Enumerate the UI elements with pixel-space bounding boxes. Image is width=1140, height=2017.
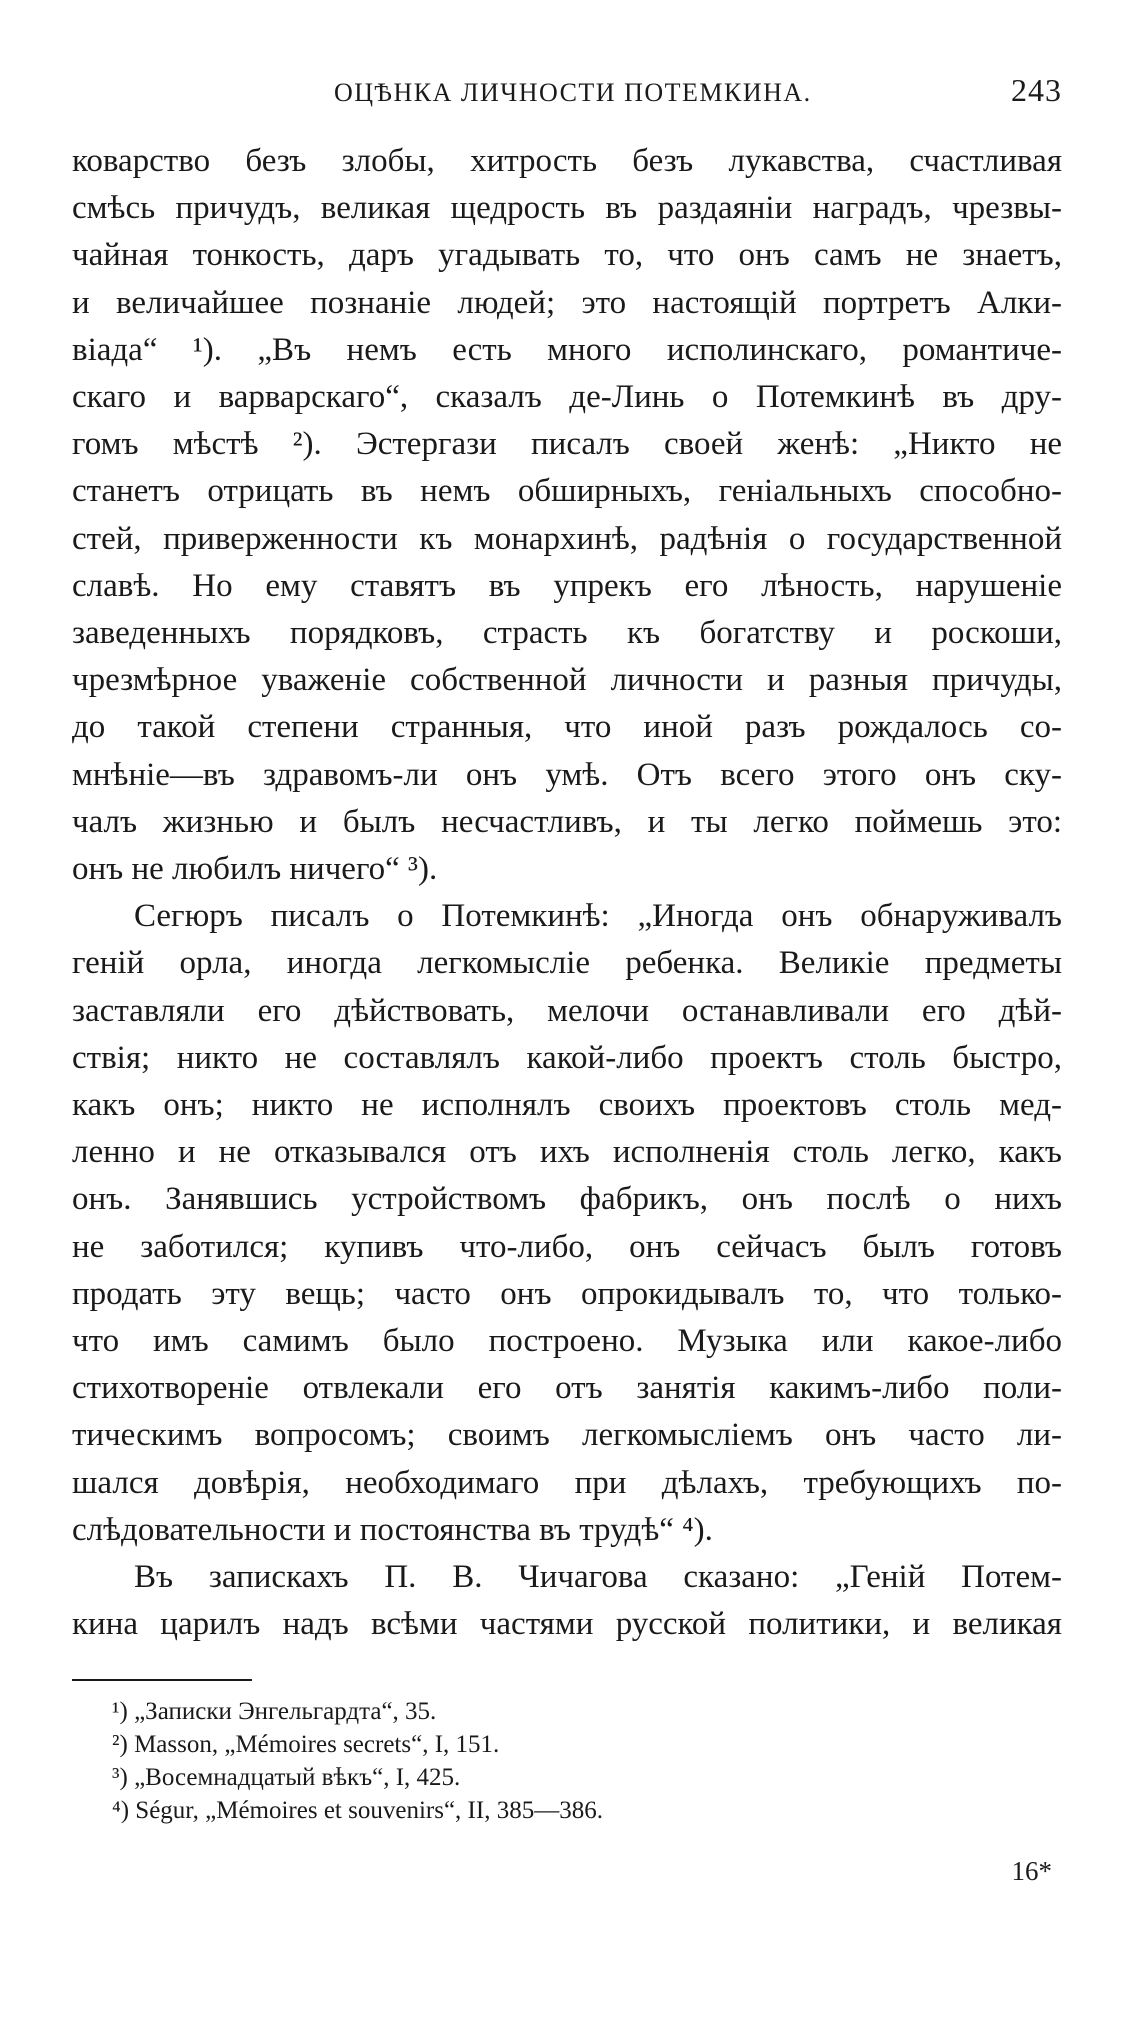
text-line: не заботился; купивъ что-либо, онъ сейчасъ былъ готовъ [72,1228,1062,1265]
text-line: какъ онъ; никто не исполнялъ своихъ проектовъ столь мед- [72,1087,1062,1124]
footnote-text: Ségur, „Mémoires et souvenirs“, II, 385—386. [135,1796,603,1824]
text-line: геній орла, иногда легкомысліе ребенка. Великіе предметы [72,945,1062,982]
text-line: мнѣніе—въ здравомъ-ли онъ умѣ. Отъ всего этого онъ ску- [72,756,1062,793]
text-line: Въ запискахъ П. В. Чичагова сказано: „Геній Потем- [134,1559,1062,1596]
text-line: смѣсь причудъ, великая щедрость въ раздаяніи наградъ, чрезвы- [72,190,1062,227]
text-line: чайная тонкость, даръ угадывать то, что онъ самъ не знаетъ, [72,237,1062,274]
footnote-1 [112,1695,1062,1728]
text-line: онъ. Занявшись устройствомъ фабрикъ, онъ послѣ о нихъ [72,1181,1062,1218]
footnote-mark: ²) [112,1730,128,1758]
footnote-3 [112,1761,1062,1794]
text-line: стихотвореніе отвлекали его отъ занятія какимъ-либо поли- [72,1370,1062,1407]
text-line: славѣ. Но ему ставятъ въ упрекъ его лѣность, нарушеніе [72,567,1062,604]
footnotes [112,1695,1062,1827]
footnote-rule [72,1679,252,1681]
footnote-2 [112,1728,1062,1761]
text-line: кина царилъ надъ всѣми частями русской политики, и великая [72,1606,1062,1643]
paragraph-3 [72,1554,1062,1648]
text-line: тическимъ вопросомъ; своимъ легкомысліемъ онъ часто ли- [72,1417,1062,1454]
text-line: и величайшее познаніе людей; это настоящій портретъ Алки- [72,284,1062,321]
text-line: станетъ отрицать въ немъ обширныхъ, геніальныхъ способно- [72,473,1062,510]
footnote-text: „Восемнадцатый вѣкъ“, I, 425. [134,1763,461,1791]
text-line: ствія; никто не составлялъ какой-либо проектъ столь быстро, [72,1039,1062,1076]
page-body [72,72,1062,1827]
text-line: онъ не любилъ ничего“ ³). [72,851,438,888]
signature-mark: 16* [1011,1856,1052,1886]
text-line: коварство безъ злобы, хитрость безъ лукавства, счастливая [72,143,1062,179]
footnote-mark: ⁴) [112,1796,130,1824]
text-line: заведенныхъ порядковъ, страсть къ богатству и роскоши, [72,615,1062,652]
text-line: продать эту вещь; часто онъ опрокидывалъ то, что только- [72,1275,1062,1312]
footnote-text: „Записки Энгельгардта“, 35. [134,1697,437,1725]
text-line: гомъ мѣстѣ ²). Эстергази писалъ своей женѣ: „Никто не [72,426,1062,463]
footnote-mark: ³) [112,1763,128,1791]
text-line: віада“ ¹). „Въ немъ есть много исполинскаго, романтиче- [72,331,1062,368]
text-line: стей, приверженности къ монархинѣ, радѣнія о государственной [72,520,1062,557]
text-line: заставляли его дѣйствовать, мелочи останавливали его дѣй- [72,992,1062,1029]
text-line: слѣдовательности и постоянства въ трудѣ“ ⁴). [72,1511,713,1548]
paragraph-2 [72,893,1062,1554]
footnote-mark: ¹) [112,1697,128,1725]
text-line: до такой степени странныя, что иной разъ рождалось со- [72,709,1062,746]
text-line: чалъ жизнью и былъ несчастливъ, и ты легко поймешь это: [72,803,1062,840]
running-title: ОЦѢНКА ЛИЧНОСТИ ПОТЕМКИНА. [334,78,812,107]
text-line: скаго и варварскаго“, сказалъ де-Линь о Потемкинѣ въ дру- [72,379,1062,416]
text-line: шался довѣрія, необходимаго при дѣлахъ, требующихъ по- [72,1464,1062,1501]
text-line: Сегюръ писалъ о Потемкинѣ: „Иногда онъ обнаруживалъ [134,898,1062,935]
text-line: что имъ самимъ было построено. Музыка или какое-либо [72,1323,1062,1360]
paragraph-1 [72,138,1062,893]
page-number: 243 [1011,72,1062,108]
text-line: ленно и не отказывался отъ ихъ исполненія столь легко, какъ [72,1134,1062,1171]
footnote-4 [112,1794,1062,1827]
running-head [72,72,1062,120]
text-line: чрезмѣрное уваженіе собственной личности и разныя причуды, [72,662,1062,699]
footnote-text: Masson, „Mémoires secrets“, I, 151. [134,1730,500,1758]
